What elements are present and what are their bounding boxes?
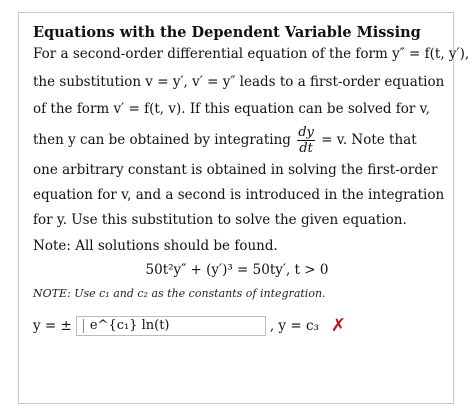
text-line-3: of the form v′ = f(t, v). If this equation can be solved for v,: [33, 101, 430, 117]
text-line-4-start: then y can be obtained by integrating: [33, 132, 291, 148]
answer-value: e^{c₁} ln(t): [89, 318, 170, 333]
problem-panel: [18, 12, 470, 404]
answer-suffix: , y = c₃: [269, 317, 319, 334]
answer-input[interactable]: [76, 316, 266, 336]
text-line-2: the substitution v = y′, v′ = y″ leads to a first-order equation: [33, 74, 445, 90]
text-line-4: [33, 125, 417, 156]
text-line-6: equation for v, and a second is introduced in the integration: [33, 187, 445, 203]
fraction-denominator: dt: [299, 141, 313, 156]
fraction-numerator: dy: [298, 125, 314, 140]
given-equation: 50t²y″ + (y′)³ = 50ty′, t > 0: [145, 262, 329, 278]
note-all-solutions: Note: All solutions should be found.: [33, 238, 278, 254]
answer-row: [33, 315, 346, 336]
input-caret: [83, 319, 84, 333]
answer-prefix: y = ±: [33, 317, 72, 334]
text-line-1: For a second-order differential equation of the form y″ = f(t, y′),: [33, 46, 470, 62]
text-line-7: for y. Use this substitution to solve the given equation.: [33, 212, 407, 228]
incorrect-x-icon: ✗: [330, 315, 347, 336]
text-line-4-end: = v. Note that: [321, 132, 417, 148]
derivative-fraction: [297, 125, 315, 156]
text-line-5: one arbitrary constant is obtained in solving the first-order: [33, 162, 438, 178]
problem-title: Equations with the Dependent Variable Missing: [33, 24, 421, 41]
constants-note: NOTE: Use c₁ and c₂ as the constants of integration.: [33, 287, 326, 300]
